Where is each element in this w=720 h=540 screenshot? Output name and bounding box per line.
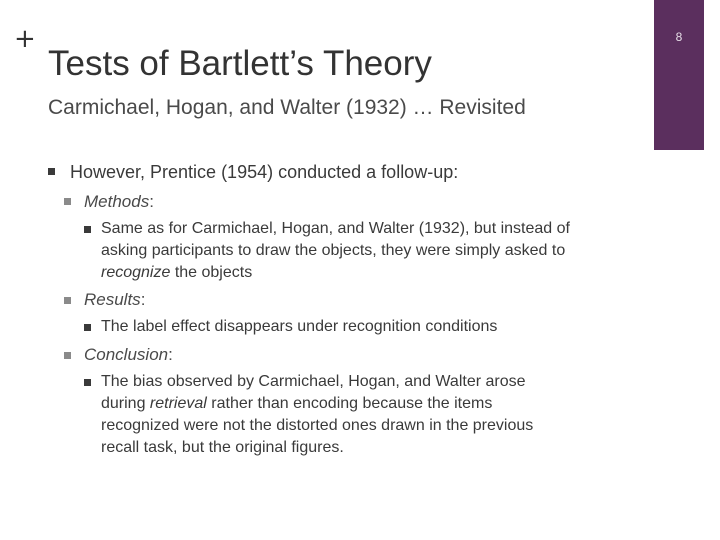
slide-subtitle: Carmichael, Hogan, and Walter (1932) … Revisited <box>48 96 526 119</box>
bullet-square-icon <box>84 324 91 331</box>
accent-bar <box>654 0 704 150</box>
plus-mark: + <box>14 24 36 54</box>
bullet-square-icon <box>64 352 71 359</box>
main-bullet-text: However, Prentice (1954) conducted a follow-up: <box>70 162 459 182</box>
bullet-square-icon <box>84 379 91 386</box>
results-heading: Results: <box>84 290 146 309</box>
conclusion-detail: The bias observed by Carmichael, Hogan, and Walter arose during retrieval rather than encoding because the items recognized were not the distorted ones drawn in the previous recall task, but the original figures. <box>101 373 534 456</box>
results-detail: The label effect disappears under recognition conditions <box>101 318 498 335</box>
methods-detail: Same as for Carmichael, Hogan, and Walter (1932), but instead of asking participants to draw the objects, they were simply asked to recognize the objects <box>101 220 570 281</box>
bullet-square-icon <box>64 297 71 304</box>
bullet-square-icon <box>84 226 91 233</box>
slide-title: Tests of Bartlett’s Theory <box>48 44 432 83</box>
bullet-square-icon <box>48 168 55 175</box>
bullet-square-icon <box>64 198 71 205</box>
conclusion-heading: Conclusion: <box>84 345 173 364</box>
slide-number: 8 <box>675 30 683 44</box>
methods-heading: Methods: <box>84 192 154 211</box>
